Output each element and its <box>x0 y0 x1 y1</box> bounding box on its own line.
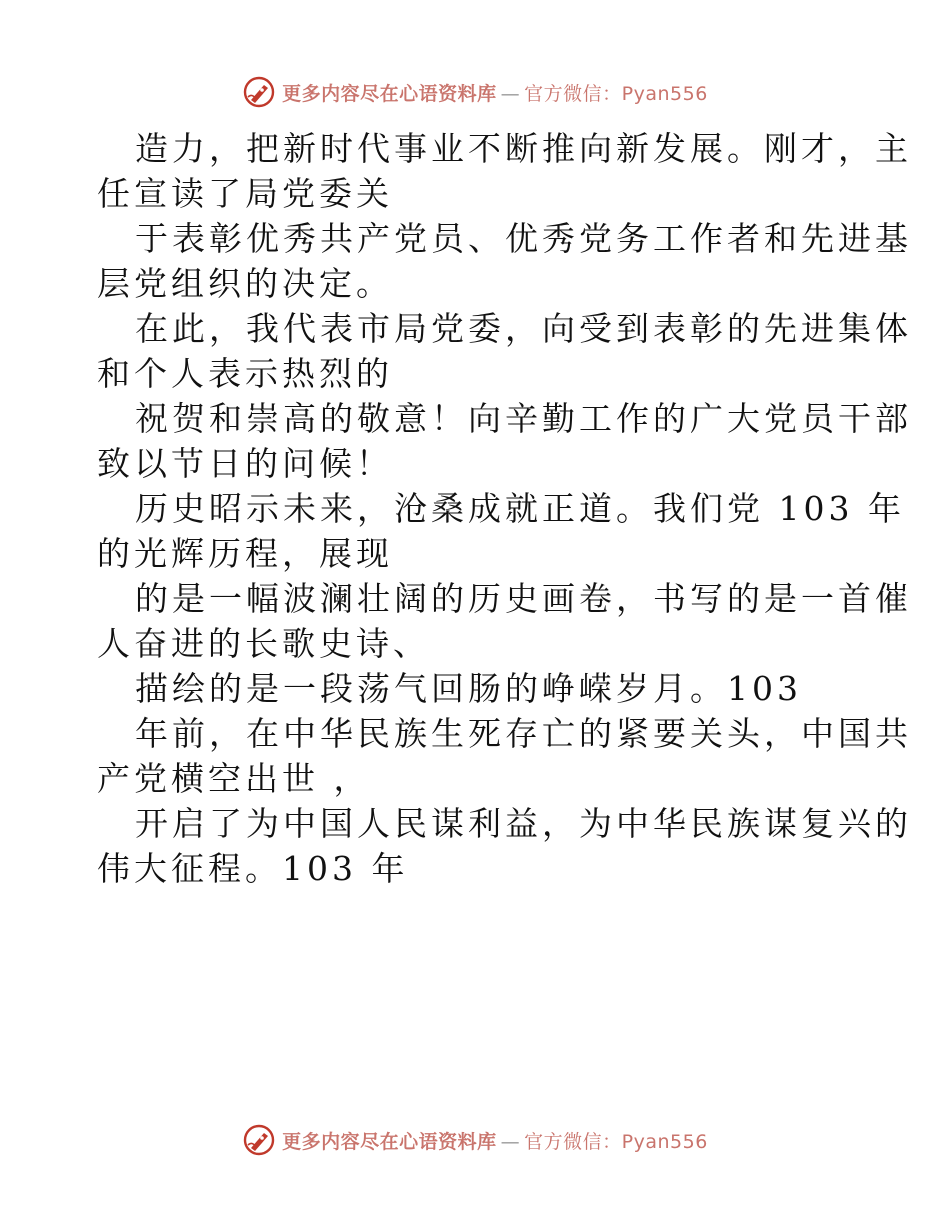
paragraph-line: 于表彰优秀共产党员、优秀党务工作者和先进基 <box>135 219 912 258</box>
paragraph <box>97 486 905 576</box>
paragraph-line: 人奋进的长歌史诗、 <box>97 624 430 663</box>
paragraph-line: 层党组织的决定。 <box>97 264 393 303</box>
paragraph-line: 年前，在中华民族生死存亡的紧要关头，中国共 <box>135 714 912 753</box>
paragraph <box>97 801 912 891</box>
paragraph-line: 历史昭示未来，沧桑成就正道。我们党 103 年 <box>135 489 905 528</box>
watermark-wechat-text: 官方微信：Pyan556 <box>524 82 708 105</box>
paragraph-line: 任宣读了局党委关 <box>97 174 393 213</box>
paragraph-line: 的光辉历程，展现 <box>97 534 393 573</box>
paragraph <box>97 711 912 801</box>
paragraph-line: 造力，把新时代事业不断推向新发展。刚才，主 <box>135 129 912 168</box>
paragraph-line: 的是一幅波澜壮阔的历史画卷，书写的是一首催 <box>135 579 912 618</box>
watermark-wechat-text: 官方微信：Pyan556 <box>524 1130 708 1153</box>
paragraph-line: 开启了为中国人民谋利益，为中华民族谋复兴的 <box>135 804 912 843</box>
paragraph-line: 在此，我代表市局党委，向受到表彰的先进集体 <box>135 309 912 348</box>
paragraph <box>97 126 912 216</box>
paragraph-line: 祝贺和崇高的敬意！向辛勤工作的广大党员干部 <box>135 399 912 438</box>
paragraph-line: 伟大征程。103 年 <box>97 849 409 888</box>
paragraph <box>97 666 857 711</box>
paragraph-line: 产党横空出世 ， <box>97 759 371 798</box>
watermark-site-text: 更多内容尽在心语资料库 <box>282 82 497 105</box>
document-body <box>97 126 912 891</box>
pen-nib-logo-icon <box>242 75 276 109</box>
paragraph-line: 和个人表示热烈的 <box>97 354 393 393</box>
paragraph <box>97 306 912 396</box>
footer-watermark <box>0 1120 950 1160</box>
watermark-site-text: 更多内容尽在心语资料库 <box>282 1130 497 1153</box>
watermark-separator: — <box>500 82 521 105</box>
pen-nib-logo-icon <box>242 1123 276 1157</box>
watermark-separator: — <box>500 1130 521 1153</box>
header-watermark <box>0 72 950 112</box>
paragraph-line: 致以节日的问候！ <box>97 444 393 483</box>
paragraph <box>97 396 912 486</box>
paragraph-line: 描绘的是一段荡气回肠的峥嵘岁月。103 <box>135 669 802 708</box>
paragraph <box>97 216 912 306</box>
paragraph <box>97 576 912 666</box>
